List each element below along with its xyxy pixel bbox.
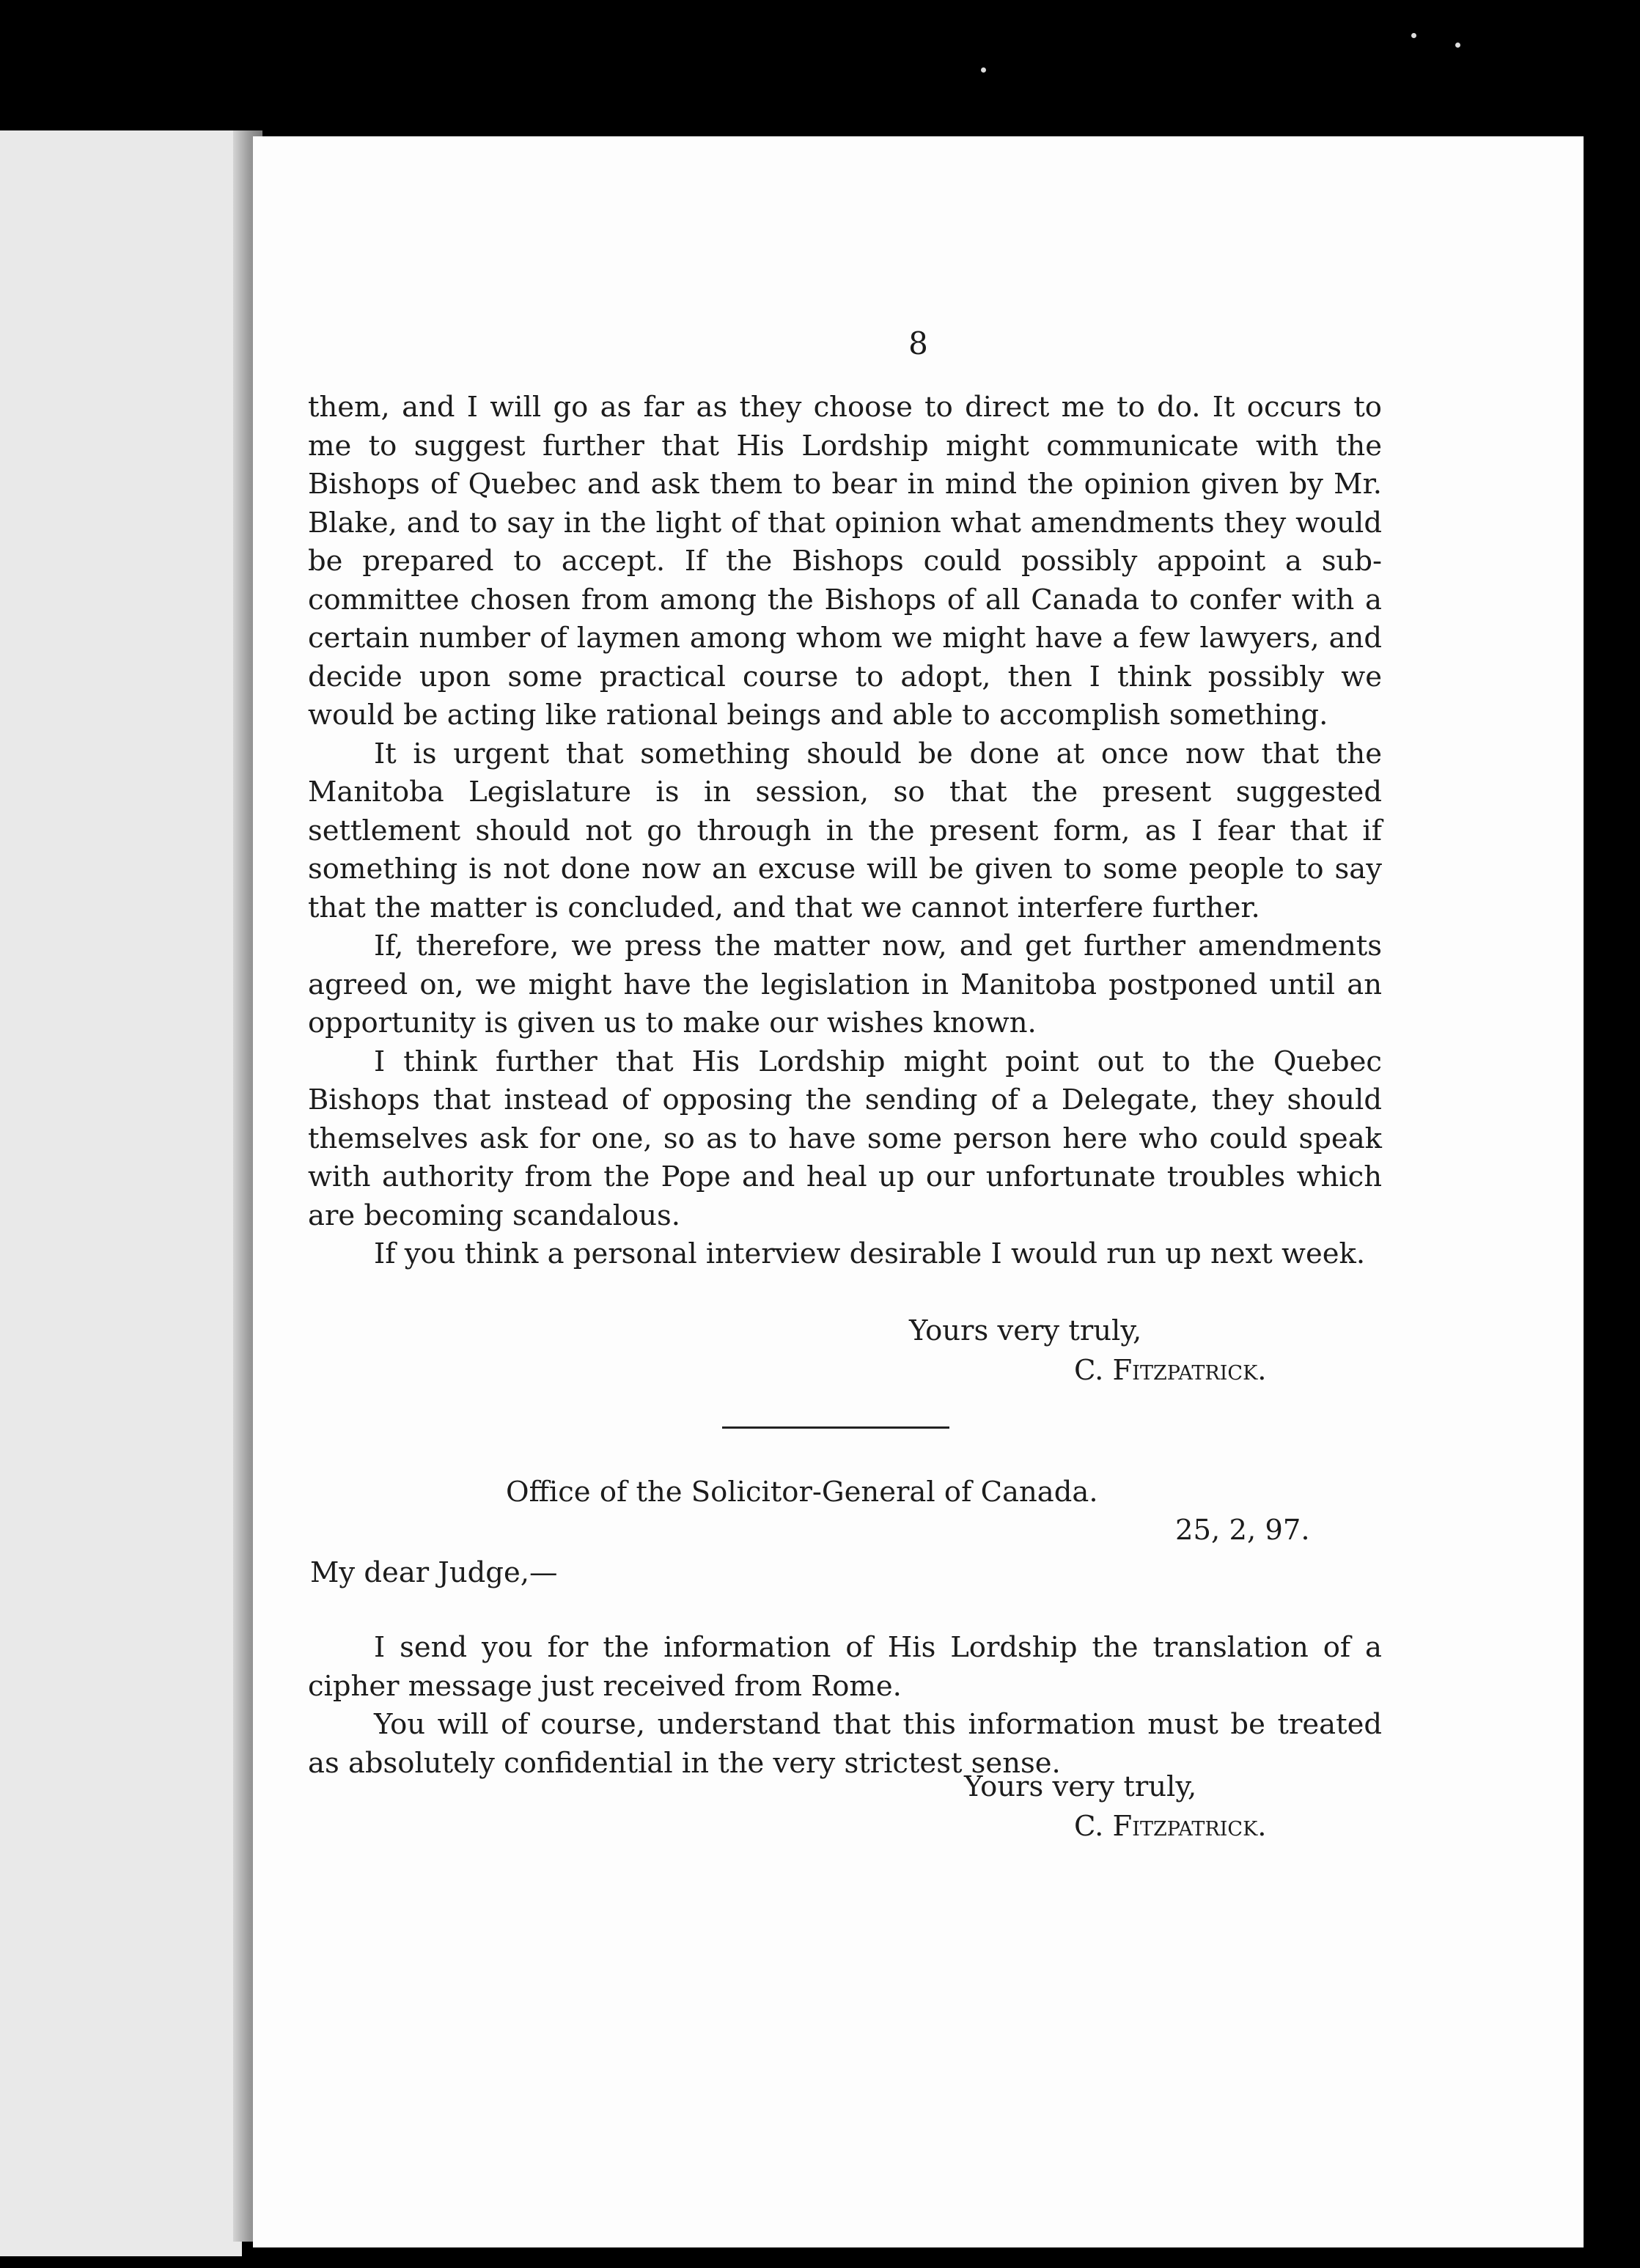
letter-1-paragraph: If you think a personal interview desirable I would run up next week. (374, 1237, 1366, 1270)
letter-2-paragraph: I send you for the information of His Lordship the translation of a cipher message just received from Rome. (308, 1631, 1382, 1703)
page-number: 8 (908, 325, 928, 361)
office-heading: Office of the Solicitor-General of Canada. (506, 1476, 1098, 1509)
letter-1-paragraph: them, and I will go as far as they choose to direct me to do. It occurs to me to suggest further that His Lordship might communicate with the Bishops of Quebec and ask them to bear in mind the opinion given by Mr. Blake, and to say in the light of that opinion what amendments they would be prepared to accept. If the Bishops could possibly appoint a sub-committee chosen from among the Bishops of all Canada to confer with a certain number of laymen among whom we might have a few lawyers, and decide upon some practical course to adopt, then I think possibly we would be acting like rational beings and able to accomplish something. (308, 391, 1382, 732)
scan-speck (1411, 33, 1416, 38)
scan-speck (1455, 43, 1460, 48)
letter-1-paragraph: If, therefore, we press the matter now, and get further amendments agreed on, we might have the legislation in Manitoba postponed until an opportunity is given us to make our wishes known. (308, 929, 1382, 1039)
letter-1-body (308, 389, 1382, 1274)
document-page (253, 136, 1584, 2247)
letter-2-salutation: My dear Judge,— (310, 1556, 558, 1589)
letter-2-date: 25, 2, 97. (1175, 1514, 1310, 1547)
letter-2-body (308, 1629, 1382, 1783)
letter-1-paragraph: It is urgent that something should be done at once now that the Manitoba Legislature is in session, so that the present suggested settlement should not go through in the present form, as I fear that if something is not done now an excuse will be given to some people to say that the matter is concluded, and that we cannot interfere further. (308, 737, 1382, 924)
letter-1-paragraph: I think further that His Lordship might point out to the Quebec Bishops that instead of opposing the sending of a Delegate, they should themselves ask for one, so as to have some person here who could speak with authority from the Pope and heal up our unfortunate troubles which are becoming scandalous. (308, 1045, 1382, 1232)
letter-2-paragraph: You will of course, understand that this information must be treated as absolutely confidential in the very strictest sense. (308, 1708, 1382, 1780)
scan-speck (981, 67, 986, 73)
letter-2-signature: C. Fitzpatrick. (1074, 1810, 1267, 1843)
letter-1-closing: Yours very truly, (909, 1314, 1142, 1347)
letter-2-closing: Yours very truly, (964, 1770, 1197, 1803)
section-divider (722, 1426, 949, 1429)
letter-1-signature: C. Fitzpatrick. (1074, 1354, 1267, 1387)
facing-page-edge (0, 130, 242, 2256)
